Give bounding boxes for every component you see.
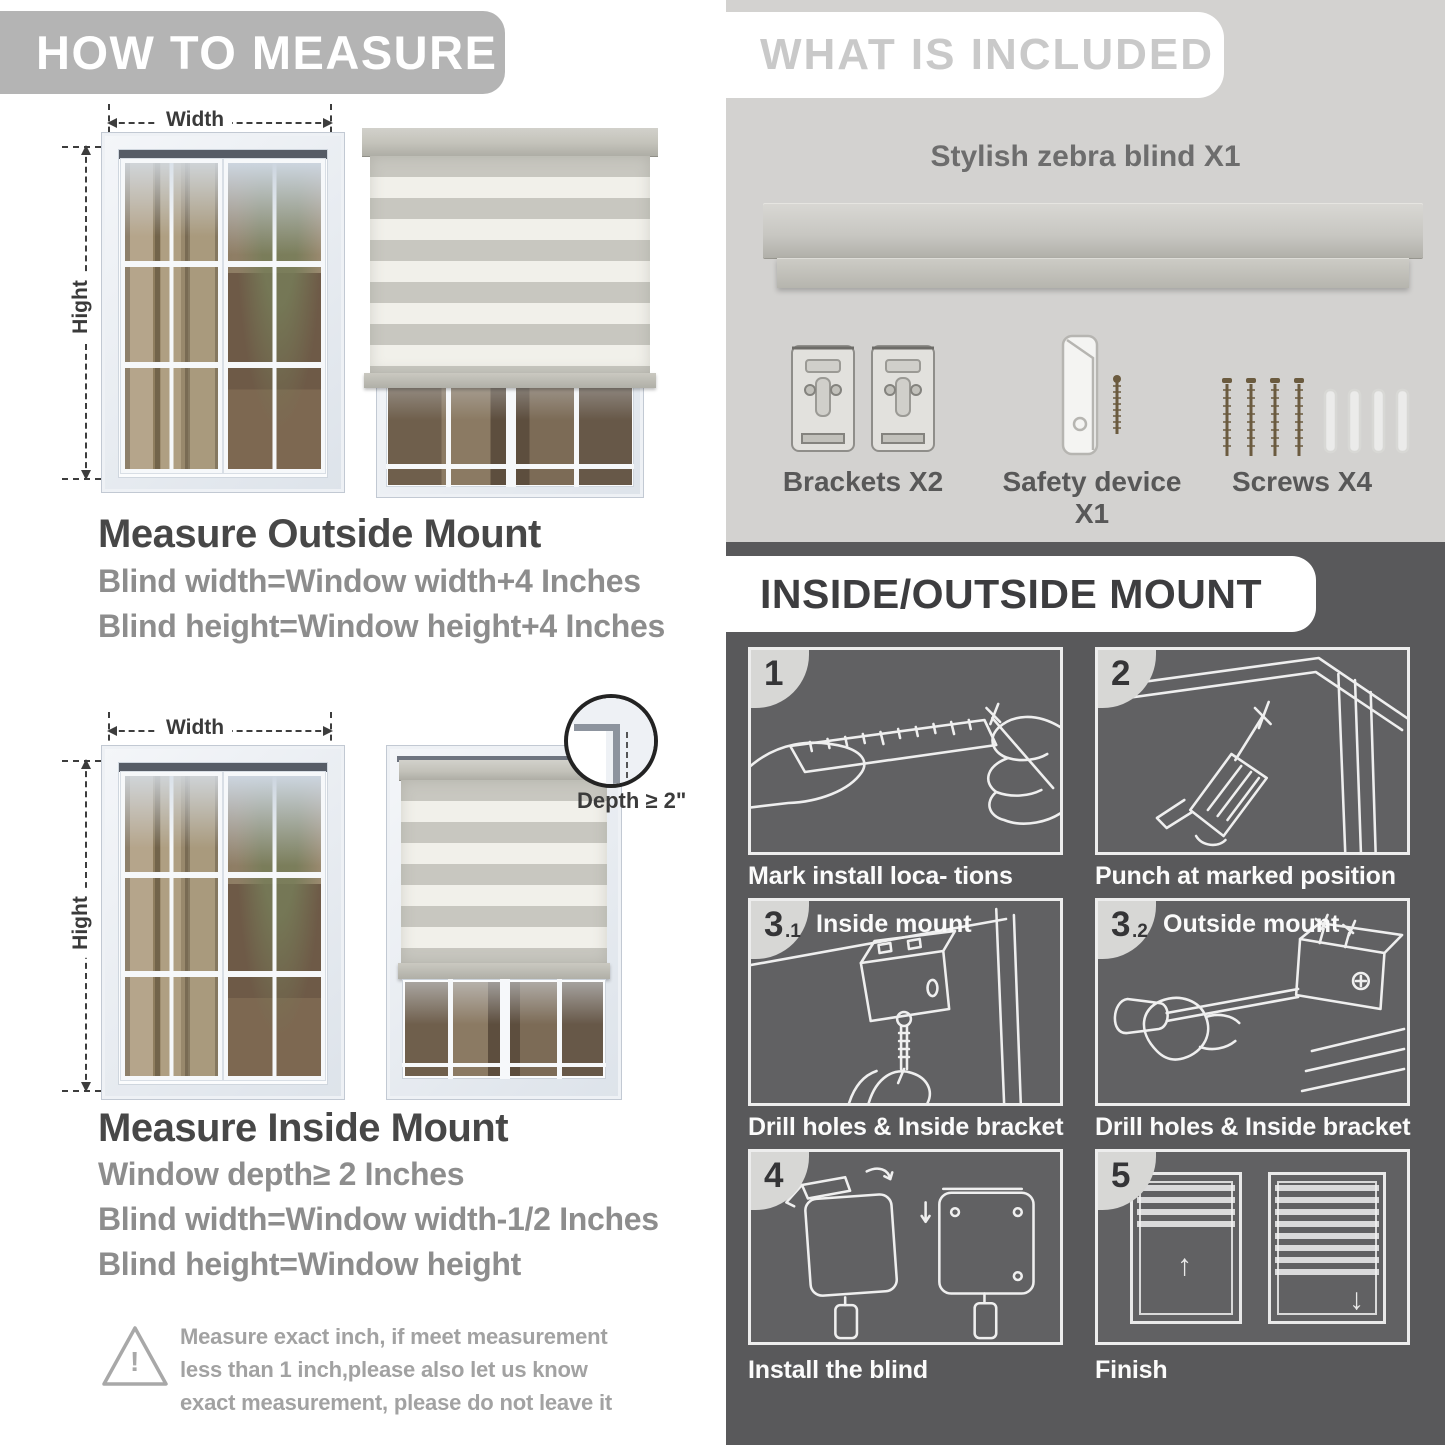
window-top-rail [119, 763, 327, 772]
warning-text: Measure exact inch, if meet measurement less than 1 inch,please also let us know exact measurement, please do not leave it [180, 1324, 612, 1415]
inside-mount-line3: Blind height=Window height [98, 1246, 521, 1282]
how-to-measure-header: HOW TO MEASURE [0, 11, 505, 94]
height-label: Hight [69, 272, 93, 342]
step-number: 2 [1111, 654, 1131, 693]
what-is-included-header: WHAT IS INCLUDED [726, 12, 1224, 98]
inside-mount-line1: Window depth≥ 2 Inches [98, 1156, 465, 1192]
up-arrow-icon: ↑ [1177, 1249, 1192, 1282]
zebra-blind-cassette-image [763, 203, 1423, 258]
outside-mount-title: Measure Outside Mount [98, 512, 541, 556]
step-subnumber: .1 [785, 921, 801, 942]
window-photo [101, 132, 345, 493]
depth-note: Depth ≥ 2" [577, 788, 687, 813]
blind-fabric [370, 156, 650, 373]
step-3-1-caption: Drill holes & Inside bracket [748, 1113, 1064, 1141]
blind-window-glass-area [402, 979, 606, 1079]
step-number: 5 [1111, 1156, 1131, 1195]
safety-device-image [1055, 332, 1135, 462]
step-subnumber: .2 [1132, 921, 1148, 942]
height-label: Hight [69, 888, 93, 958]
step-2-caption: Punch at marked position [1095, 862, 1396, 890]
zebra-blind-outside [362, 126, 658, 498]
outside-mount-line2: Blind height=Window height+4 Inches [98, 608, 666, 644]
safety-device-label: Safety device X1 [1002, 466, 1182, 529]
outside-mount-line1: Blind width=Window width+4 Inches [98, 563, 641, 599]
warning-block [100, 1320, 640, 1430]
blind-cassette [362, 128, 658, 156]
width-label: Width [158, 716, 232, 740]
inside-mount-figure [0, 706, 726, 1106]
step-number: 3 [1111, 905, 1131, 944]
window-opening [118, 762, 328, 1085]
step-3-1-label: Inside mount [816, 910, 972, 938]
magnifier-frame-fill-top [568, 698, 654, 724]
zebra-blind-count-label: Stylish zebra blind X1 [930, 140, 1241, 173]
step-3-2-caption: Drill holes & Inside bracket [1095, 1113, 1411, 1141]
finish-window-up [1130, 1172, 1242, 1324]
inside-mount-line2: Blind width=Window width-1/2 Inches [98, 1201, 659, 1237]
step-1-caption: Mark install loca- tions [748, 862, 1013, 890]
step-number: 1 [764, 654, 784, 693]
inside-outside-mount-header: INSIDE/OUTSIDE MOUNT [726, 556, 1316, 632]
width-label: Width [158, 108, 232, 132]
down-arrow-icon: ↓ [1349, 1283, 1364, 1316]
step-4-caption: Install the blind [748, 1356, 928, 1384]
screws-image [1213, 368, 1418, 468]
step-3-2-label: Outside mount [1163, 910, 1340, 938]
window-top-rail [119, 150, 327, 159]
finish-window-down [1268, 1172, 1386, 1324]
inside-mount-title: Measure Inside Mount [98, 1106, 509, 1150]
window-mullion-horizontal [402, 1063, 606, 1067]
magnifier-corner-vertical [613, 724, 620, 784]
brackets-label: Brackets X2 [782, 466, 944, 497]
step-number: 4 [764, 1156, 784, 1195]
depth-magnifier [564, 694, 658, 788]
window-opening [118, 149, 328, 478]
step-number: 3 [764, 905, 784, 944]
window-mullion-horizontal [386, 464, 634, 469]
window-casement-right [224, 772, 325, 1080]
brackets-image [788, 338, 938, 463]
screws-label: Screws X4 [1231, 466, 1373, 497]
window-casement-left [121, 159, 222, 473]
blind-bottom-rail [398, 963, 610, 979]
magnifier-depth-dashes [626, 732, 628, 778]
window-photo [101, 745, 345, 1100]
step-5-caption: Finish [1095, 1356, 1168, 1384]
warning-mark: ! [130, 1346, 140, 1377]
window-casement-right [224, 159, 325, 473]
window-casement-left [121, 772, 222, 1080]
outside-mount-figure [0, 100, 726, 500]
zebra-blind-cassette-valance [777, 258, 1409, 288]
blind-bottom-rail [364, 373, 656, 388]
